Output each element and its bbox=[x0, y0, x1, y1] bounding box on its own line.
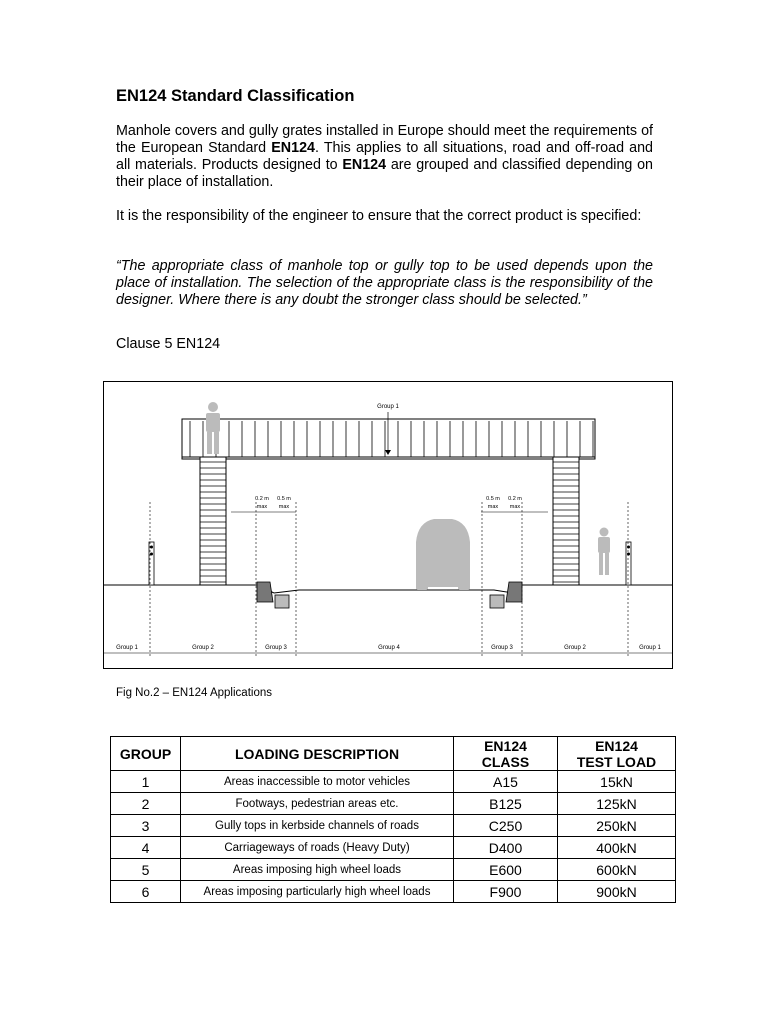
cell-class: C250 bbox=[454, 815, 558, 837]
dim-right-a-label: 0.5 m bbox=[486, 496, 500, 502]
zone-label: Group 3 bbox=[265, 645, 287, 651]
gully-left bbox=[275, 595, 289, 608]
intro-text-2: . This applies to all situations, road and off-road and all materials. Products designed to bbox=[116, 140, 653, 173]
page-title: EN124 Standard Classification bbox=[116, 87, 355, 105]
cell-group: 3 bbox=[111, 815, 181, 837]
cell-class: F900 bbox=[454, 881, 558, 903]
kerb-left bbox=[257, 582, 273, 602]
cell-group: 4 bbox=[111, 837, 181, 859]
en124-class-table bbox=[110, 736, 676, 903]
zone-label: Group 2 bbox=[192, 645, 214, 651]
cell-group: 5 bbox=[111, 859, 181, 881]
cell-group: 2 bbox=[111, 793, 181, 815]
cell-test-load: 600kN bbox=[558, 859, 676, 881]
cell-test-load: 125kN bbox=[558, 793, 676, 815]
gully-right bbox=[490, 595, 504, 608]
intro-bold-1: EN124 bbox=[271, 140, 315, 156]
intro-bold-2: EN124 bbox=[342, 157, 387, 173]
cell-class: A15 bbox=[454, 771, 558, 793]
header-class bbox=[454, 737, 558, 771]
cell-description: Footways, pedestrian areas etc. bbox=[181, 793, 454, 815]
header-class-line1: EN124 bbox=[484, 737, 527, 754]
responsibility-paragraph: It is the responsibility of the engineer to ensure that the correct product is specified: bbox=[116, 208, 642, 224]
left-stair-support bbox=[200, 457, 226, 585]
zone-label: Group 1 bbox=[639, 645, 661, 651]
cell-test-load: 250kN bbox=[558, 815, 676, 837]
zone-label: Group 4 bbox=[378, 645, 400, 651]
cell-description: Carriageways of roads (Heavy Duty) bbox=[181, 837, 454, 859]
person-on-footway-icon bbox=[598, 528, 610, 576]
header-load-line2: TEST LOAD bbox=[576, 753, 657, 770]
table-row bbox=[111, 815, 676, 837]
header-group: GROUP bbox=[111, 737, 181, 771]
cell-class: D400 bbox=[454, 837, 558, 859]
quote-paragraph: “The appropriate class of manhole top or gully top to be used depends upon the place of installation. The selection of the appropriate class is the responsibility of the designer. Where there is any doubt the stronger class should be selected.” bbox=[116, 258, 653, 308]
cell-class: E600 bbox=[454, 859, 558, 881]
table-row bbox=[111, 859, 676, 881]
dim-right-b-label: 0.2 m bbox=[508, 496, 522, 502]
dim-left-a-label: 0.2 m bbox=[255, 496, 269, 502]
cell-test-load: 400kN bbox=[558, 837, 676, 859]
header-load-line1: EN124 bbox=[595, 737, 638, 754]
intro-paragraph bbox=[116, 123, 653, 191]
cross-section-diagram bbox=[104, 382, 672, 668]
header-description: LOADING DESCRIPTION bbox=[181, 737, 454, 771]
zone-label: Group 3 bbox=[491, 645, 513, 651]
bridge-group-label: Group 1 bbox=[377, 404, 399, 410]
table-row bbox=[111, 771, 676, 793]
intro-text-1: Manhole covers and gully grates installed in Europe should meet the requirements of the European Standard bbox=[116, 123, 653, 156]
table-row bbox=[111, 793, 676, 815]
table-header-row bbox=[111, 737, 676, 771]
right-stair-support bbox=[553, 457, 579, 585]
dim-left-b-label: 0.5 m bbox=[277, 496, 291, 502]
header-test-load bbox=[558, 737, 676, 771]
intro-text-3: are grouped and classified depending on their place of installation. bbox=[116, 157, 653, 190]
table-row bbox=[111, 837, 676, 859]
en124-applications-figure bbox=[103, 381, 673, 669]
cell-description: Areas imposing high wheel loads bbox=[181, 859, 454, 881]
dim-right-a-max: max bbox=[487, 504, 499, 510]
dim-left-b-max: max bbox=[278, 504, 290, 510]
figure-caption: Fig No.2 – EN124 Applications bbox=[116, 687, 272, 699]
vehicle-icon bbox=[416, 519, 470, 590]
zone-label: Group 1 bbox=[116, 645, 138, 651]
zone-label: Group 2 bbox=[564, 645, 586, 651]
kerb-right bbox=[506, 582, 522, 602]
clause-reference: Clause 5 EN124 bbox=[116, 336, 221, 352]
header-class-line2: CLASS bbox=[481, 753, 530, 770]
cell-class: B125 bbox=[454, 793, 558, 815]
dim-left-a-max: max bbox=[256, 504, 268, 510]
cell-description: Gully tops in kerbside channels of roads bbox=[181, 815, 454, 837]
cell-test-load: 15kN bbox=[558, 771, 676, 793]
dim-right-b-max: max bbox=[509, 504, 521, 510]
bollard-right-icon bbox=[626, 542, 631, 585]
carriageway-line bbox=[274, 590, 513, 593]
table-row bbox=[111, 881, 676, 903]
cell-test-load: 900kN bbox=[558, 881, 676, 903]
cell-description: Areas inaccessible to motor vehicles bbox=[181, 771, 454, 793]
cell-description: Areas imposing particularly high wheel loads bbox=[181, 881, 454, 903]
cell-group: 1 bbox=[111, 771, 181, 793]
cell-group: 6 bbox=[111, 881, 181, 903]
